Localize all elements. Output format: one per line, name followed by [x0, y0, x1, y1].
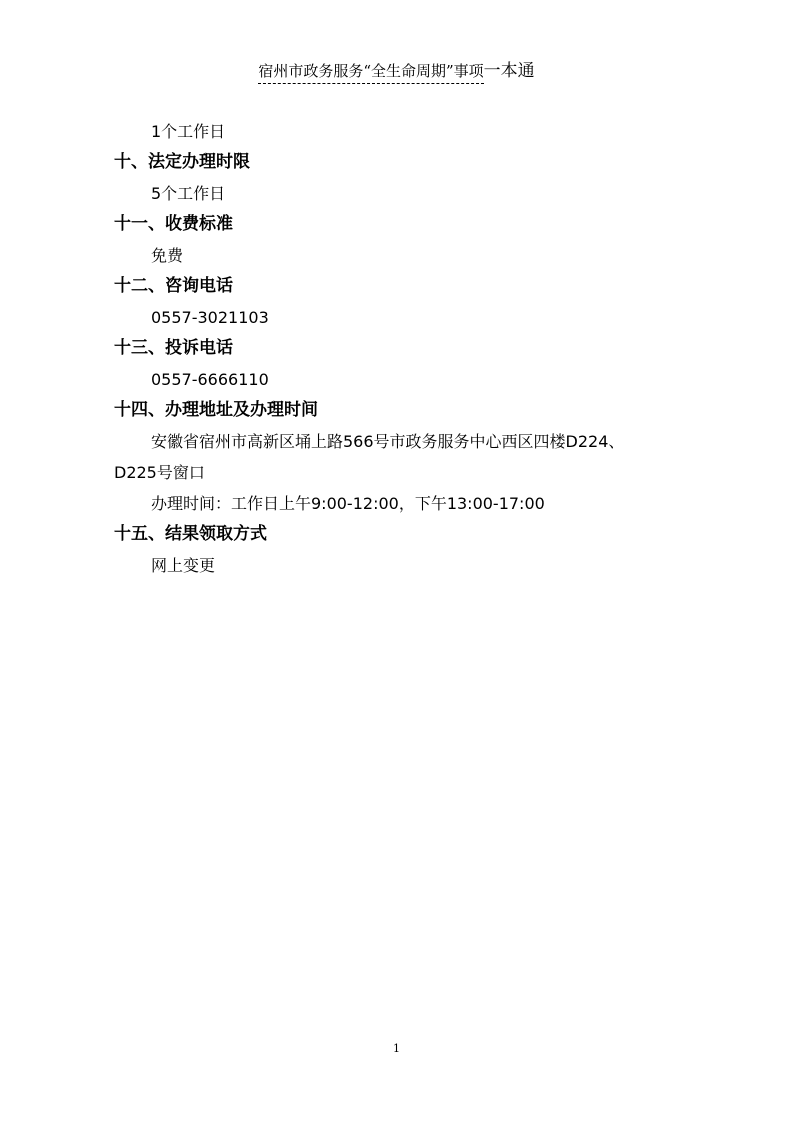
section-heading-complaint-phone: 十三、投诉电话	[114, 338, 233, 358]
section-value-inquiry-phone: 0557-3021103	[151, 308, 269, 327]
section-value-complaint-phone: 0557-6666110	[151, 370, 269, 389]
section-heading-time-limit: 十、法定办理时限	[114, 152, 250, 172]
header-title-tail: 一本通	[483, 61, 535, 81]
section-heading-inquiry-phone: 十二、咨询电话	[114, 276, 233, 296]
section-value-fee: 免费	[151, 246, 184, 265]
section-value-address-line2: D225号窗口	[114, 463, 205, 482]
section-value-hours: 办理时间：工作日上午9:00-12:00，下午13:00-17:00	[151, 494, 545, 513]
section-heading-address-hours: 十四、办理地址及办理时间	[114, 400, 318, 420]
section-value-address-line1: 安徽省宿州市高新区埇上路566号市政务服务中心西区四楼D224、	[151, 432, 625, 451]
section-value-result-pickup: 网上变更	[151, 556, 216, 575]
section-value-time-limit: 5个工作日	[151, 184, 226, 203]
page-header	[0, 60, 793, 84]
section-heading-result-pickup: 十五、结果领取方式	[114, 524, 267, 544]
header-title-main: 宿州市政务服务“全生命周期”事项	[258, 60, 483, 84]
page-number: 1	[393, 1042, 400, 1055]
document-body	[114, 116, 714, 581]
prev-section-value: 1个工作日	[151, 122, 226, 141]
section-heading-fee: 十一、收费标准	[114, 214, 233, 234]
